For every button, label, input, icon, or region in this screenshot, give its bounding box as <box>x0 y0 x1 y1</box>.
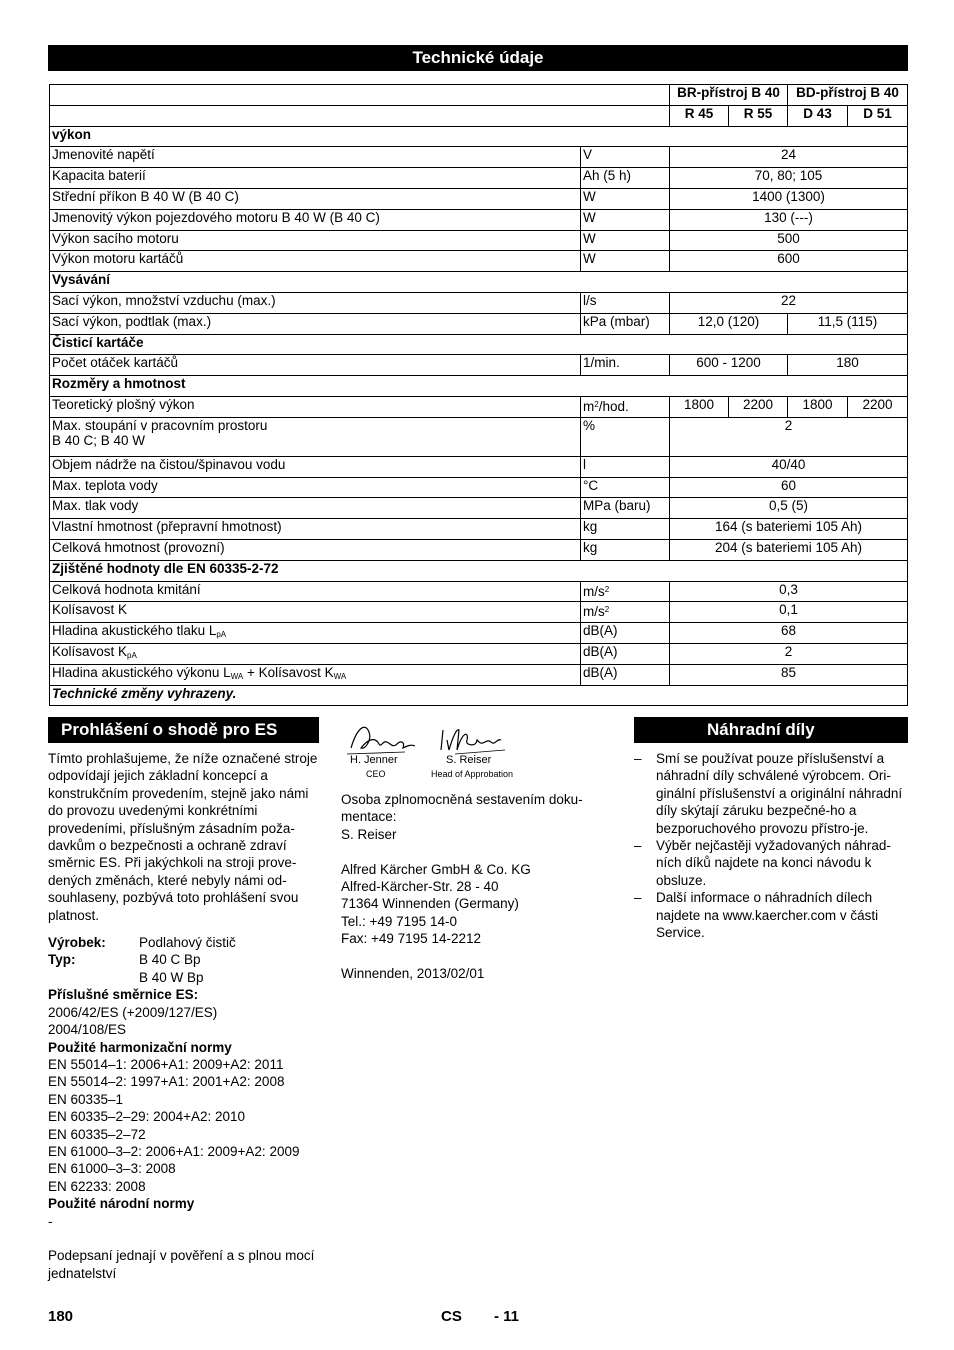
label-text: Počet otáček kartáčů <box>52 355 179 371</box>
directives-label: Příslušné směrnice ES: <box>48 987 199 1003</box>
product-row <box>48 934 323 951</box>
technical-data-table <box>49 84 908 706</box>
model-r45: R 45 <box>670 105 729 126</box>
address-line: Alfred-Kärcher-Str. 28 - 40 <box>341 879 499 895</box>
label-part: Kolísavost K <box>52 643 128 659</box>
value-cell: 204 (s bateriemi 105 Ah) <box>670 539 908 560</box>
type-value: B 40 C Bp <box>139 952 201 968</box>
value-cell: 130 (---) <box>670 209 908 230</box>
unit-cell: W <box>581 209 670 230</box>
harmonized-norm: EN 62233: 2008 <box>48 1178 146 1194</box>
label-part: WA <box>230 671 244 681</box>
value-cell: 2 <box>670 643 908 664</box>
table-row <box>50 498 908 519</box>
label-part: pA <box>127 650 137 660</box>
label-text: Kolísavost K <box>52 602 128 618</box>
value-cell: 40/40 <box>670 456 908 477</box>
value-cell: 60 <box>670 477 908 498</box>
label-text: Sací výkon, množství vzduchu (max.) <box>52 292 276 308</box>
model-r55: R 55 <box>729 105 788 126</box>
unit-cell: V <box>581 147 670 168</box>
authorized-name: S. Reiser <box>341 826 397 842</box>
value-cell-br: 12,0 (120) <box>670 313 788 334</box>
unit-part: 2 <box>604 605 610 615</box>
page-number: 180 <box>48 1308 74 1325</box>
type-value: B 40 W Bp <box>139 969 204 985</box>
label-part: Hladina akustického tlaku L <box>52 623 217 639</box>
unit-cell: W <box>581 188 670 209</box>
unit-cell: l <box>581 456 670 477</box>
table-row <box>50 313 908 334</box>
unit-cell: kg <box>581 539 670 560</box>
section-title-spare-parts: Náhradní díly <box>634 717 908 743</box>
parameter-label <box>50 251 581 272</box>
value-cell: 1400 (1300) <box>670 188 908 209</box>
harmonized-norm: EN 55014–1: 2006+A1: 2009+A2: 2011 <box>48 1056 284 1072</box>
table-row <box>50 417 908 456</box>
section-title-declaration: Prohlášení o shodě pro ES <box>48 717 319 743</box>
section-page-number: - 11 <box>494 1308 520 1325</box>
parameter-label <box>50 168 581 189</box>
section-title-technical-data: Technické údaje <box>48 45 908 71</box>
spacer <box>48 1230 323 1247</box>
label-text: Jmenovité napětí <box>52 147 155 163</box>
unit-part: m <box>583 398 595 414</box>
table-section-row <box>50 376 908 397</box>
parameter-label <box>50 292 581 313</box>
label-text: B 40 C; B 40 W <box>52 432 146 448</box>
label-part: + Kolísavost K <box>243 664 334 680</box>
address-line: Fax: +49 7195 14-2212 <box>341 931 481 947</box>
unit-cell <box>581 396 670 417</box>
label-text: Sací výkon, podtlak (max.) <box>52 313 212 329</box>
table-row <box>50 581 908 602</box>
table-row <box>50 519 908 540</box>
parameter-label <box>50 519 581 540</box>
parameter-label <box>50 147 581 168</box>
directive: 2006/42/ES (+2009/127/ES) <box>48 1004 218 1020</box>
unit-cell: W <box>581 251 670 272</box>
table-header-row <box>50 85 908 106</box>
unit-cell: l/s <box>581 292 670 313</box>
table-row <box>50 396 908 417</box>
label-text: Vlastní hmotnost (přepravní hmotnost) <box>52 519 282 535</box>
unit-cell: 1/min. <box>581 355 670 376</box>
parameter-label <box>50 664 581 685</box>
address-line: Tel.: +49 7195 14-0 <box>341 913 457 929</box>
value-cell: 70, 80; 105 <box>670 168 908 189</box>
value-cell: 0,5 (5) <box>670 498 908 519</box>
value-cell: 164 (s bateriemi 105 Ah) <box>670 519 908 540</box>
parameter-label <box>50 456 581 477</box>
value-cell-br: 600 - 1200 <box>670 355 788 376</box>
signature-jenner-icon <box>345 718 425 758</box>
unit-cell: dB(A) <box>581 643 670 664</box>
address-line: 71364 Winnenden (Germany) <box>341 896 519 912</box>
value-cell: 1800 <box>670 396 729 417</box>
unit-cell: MPa (baru) <box>581 498 670 519</box>
unit-cell <box>581 602 670 623</box>
table-row <box>50 664 908 685</box>
value-cell-bd: 11,5 (115) <box>788 313 908 334</box>
value-cell: 24 <box>670 147 908 168</box>
language-code: CS <box>441 1308 462 1325</box>
parameter-label <box>50 498 581 519</box>
label-text: Objem nádrže na čistou/špinavou vodu <box>52 456 286 472</box>
value-cell: 2 <box>670 417 908 456</box>
value-cell: 85 <box>670 664 908 685</box>
label-part: Hladina akustického výkonu L <box>52 664 231 680</box>
unit-cell: % <box>581 417 670 456</box>
signature-name: S. Reiser <box>446 754 492 766</box>
signature-role: Head of Approbation <box>431 769 514 779</box>
unit-cell: kPa (mbar) <box>581 313 670 334</box>
table-row <box>50 623 908 644</box>
product-label: Výrobek: <box>48 935 106 951</box>
label-text: Max. stoupání v pracovním prostoru <box>52 417 268 433</box>
table-models-row <box>50 105 908 126</box>
harmonized-label: Použité harmonizační normy <box>48 1039 232 1055</box>
value-cell: 600 <box>670 251 908 272</box>
parameter-label <box>50 539 581 560</box>
label-text: Kapacita baterií <box>52 168 146 184</box>
list-item: – Další informace o náhradních dílech najdete na www.kaercher.com v části Service. <box>634 889 908 941</box>
label-text: Výkon motoru kartáčů <box>52 251 184 267</box>
parameter-label <box>50 417 581 456</box>
spare-parts-column <box>634 750 908 941</box>
address-line: Alfred Kärcher GmbH & Co. KG <box>341 861 531 877</box>
parameter-label <box>50 581 581 602</box>
label-text: Celková hmotnost (provozní) <box>52 539 225 555</box>
list-item: – Smí se používat pouze příslušenství a náhradní díly schválené výrobcem. Ori-ginální příslušenství a originální náhradní díly skýtají záruku bezpečné-ho a bezporuchového provozu přístro-je. <box>634 750 908 837</box>
value-cell: 22 <box>670 292 908 313</box>
table-row <box>50 643 908 664</box>
header-empty-cell <box>50 85 670 106</box>
value-cell: 2200 <box>848 396 908 417</box>
section-heading: Rozměry a hmotnost <box>50 376 908 397</box>
value-cell: 1800 <box>788 396 848 417</box>
parameter-label <box>50 477 581 498</box>
footnote-row <box>50 685 908 706</box>
value-cell: 68 <box>670 623 908 644</box>
label-part: WA <box>333 671 347 681</box>
national-label: Použité národní normy <box>48 1196 195 1212</box>
table-section-row <box>50 272 908 293</box>
value-cell: 0,1 <box>670 602 908 623</box>
table-row <box>50 230 908 251</box>
model-d51: D 51 <box>848 105 908 126</box>
unit-part: /hod. <box>598 398 629 414</box>
label-text: Celková hodnota kmitání <box>52 581 201 597</box>
unit-part: m/s <box>583 583 605 599</box>
directive: 2004/108/ES <box>48 1022 127 1038</box>
value-cell: 2200 <box>729 396 788 417</box>
label-part: pA <box>216 630 227 640</box>
signature-area <box>341 718 541 783</box>
signature-role: CEO <box>366 769 386 779</box>
table-section-row <box>50 560 908 581</box>
authorized-column <box>341 791 616 982</box>
table-section-row <box>50 126 908 147</box>
parameter-label <box>50 188 581 209</box>
label-text: Střední příkon B 40 W (B 40 C) <box>52 188 239 204</box>
unit-part: 2 <box>604 584 610 594</box>
label-text: Max. teplota vody <box>52 477 158 493</box>
label-text: Teoretický plošný výkon <box>52 396 195 412</box>
authorized-label: Osoba zplnomocněná sestavením doku-mentace: <box>341 792 583 825</box>
type-label: Typ: <box>48 952 76 968</box>
header-empty-cell <box>50 105 670 126</box>
label-text: Jmenovitý výkon pojezdového motoru B 40 W (B 40 C) <box>52 209 380 225</box>
harmonized-norm: EN 60335–2–72 <box>48 1126 146 1142</box>
unit-cell: dB(A) <box>581 664 670 685</box>
section-heading: výkon <box>50 126 908 147</box>
table-row <box>50 355 908 376</box>
unit-cell: dB(A) <box>581 623 670 644</box>
spacer <box>341 843 616 860</box>
unit-cell: kg <box>581 519 670 540</box>
table-row <box>50 147 908 168</box>
national-value: - <box>48 1213 53 1229</box>
unit-cell: W <box>581 230 670 251</box>
table-row <box>50 539 908 560</box>
declaration-intro: Tímto prohlašujeme, že níže označené stroje odpovídají jejich základní koncepcí a konstrukčním provedením, stejně jako námi do provozu uvedenými konkrétními provedeními, příslušným zásadním poža-davkům o bezpečnosti a ochraně zdraví směrnic ES. Při jakýchkoli na stroji prove-dených změnách, které nebyly námi od-souhlaseny, pozbývá toto prohlášení svou platnost. <box>48 751 318 923</box>
unit-part: 2 <box>594 399 599 409</box>
parameter-label <box>50 209 581 230</box>
type-values <box>139 951 204 986</box>
table-row <box>50 168 908 189</box>
value-cell: 0,3 <box>670 581 908 602</box>
signature-name: H. Jenner <box>350 754 398 766</box>
parameter-label <box>50 313 581 334</box>
harmonized-norm: EN 60335–2–29: 2004+A2: 2010 <box>48 1109 246 1125</box>
table-section-row <box>50 334 908 355</box>
unit-part: m/s <box>583 604 605 620</box>
spare-parts-list <box>634 750 908 941</box>
table-row <box>50 456 908 477</box>
place-date: Winnenden, 2013/02/01 <box>341 966 485 982</box>
label-text: Výkon sacího motoru <box>52 230 179 246</box>
table-row <box>50 251 908 272</box>
table-row <box>50 209 908 230</box>
table-row <box>50 188 908 209</box>
model-d43: D 43 <box>788 105 848 126</box>
harmonized-norm: EN 61000–3–2: 2006+A1: 2009+A2: 2009 <box>48 1143 300 1159</box>
table-row <box>50 292 908 313</box>
value-cell-bd: 180 <box>788 355 908 376</box>
spacer <box>341 948 616 965</box>
parameter-label <box>50 230 581 251</box>
table-row <box>50 477 908 498</box>
parameter-label <box>50 355 581 376</box>
signed-note: Podepsaní jednají v pověření a s plnou mocí jednatelství <box>48 1248 315 1281</box>
harmonized-norm: EN 60335–1 <box>48 1091 124 1107</box>
harmonized-norm: EN 55014–2: 1997+A1: 2001+A2: 2008 <box>48 1074 285 1090</box>
parameter-label <box>50 643 581 664</box>
table-row <box>50 602 908 623</box>
section-heading: Čisticí kartáče <box>50 334 908 355</box>
section-heading: Vysávání <box>50 272 908 293</box>
parameter-label <box>50 623 581 644</box>
unit-cell: Ah (5 h) <box>581 168 670 189</box>
section-heading: Zjištěné hodnoty dle EN 60335-2-72 <box>50 560 908 581</box>
type-row <box>48 951 323 986</box>
product-value: Podlahový čistič <box>139 935 236 951</box>
list-item: – Výběr nejčastěji vyžadovaných náhrad-ních díků najdete na konci návodu k obsluze. <box>634 837 908 889</box>
header-bd: BD-přístroj B 40 <box>788 85 908 106</box>
parameter-label <box>50 602 581 623</box>
value-cell: 500 <box>670 230 908 251</box>
harmonized-norm: EN 61000–3–3: 2008 <box>48 1161 176 1177</box>
declaration-column <box>48 750 323 1282</box>
parameter-label <box>50 396 581 417</box>
footnote: Technické změny vyhrazeny. <box>50 685 908 706</box>
unit-cell: °C <box>581 477 670 498</box>
header-br: BR-přístroj B 40 <box>670 85 788 106</box>
unit-cell <box>581 581 670 602</box>
label-text: Max. tlak vody <box>52 498 139 514</box>
